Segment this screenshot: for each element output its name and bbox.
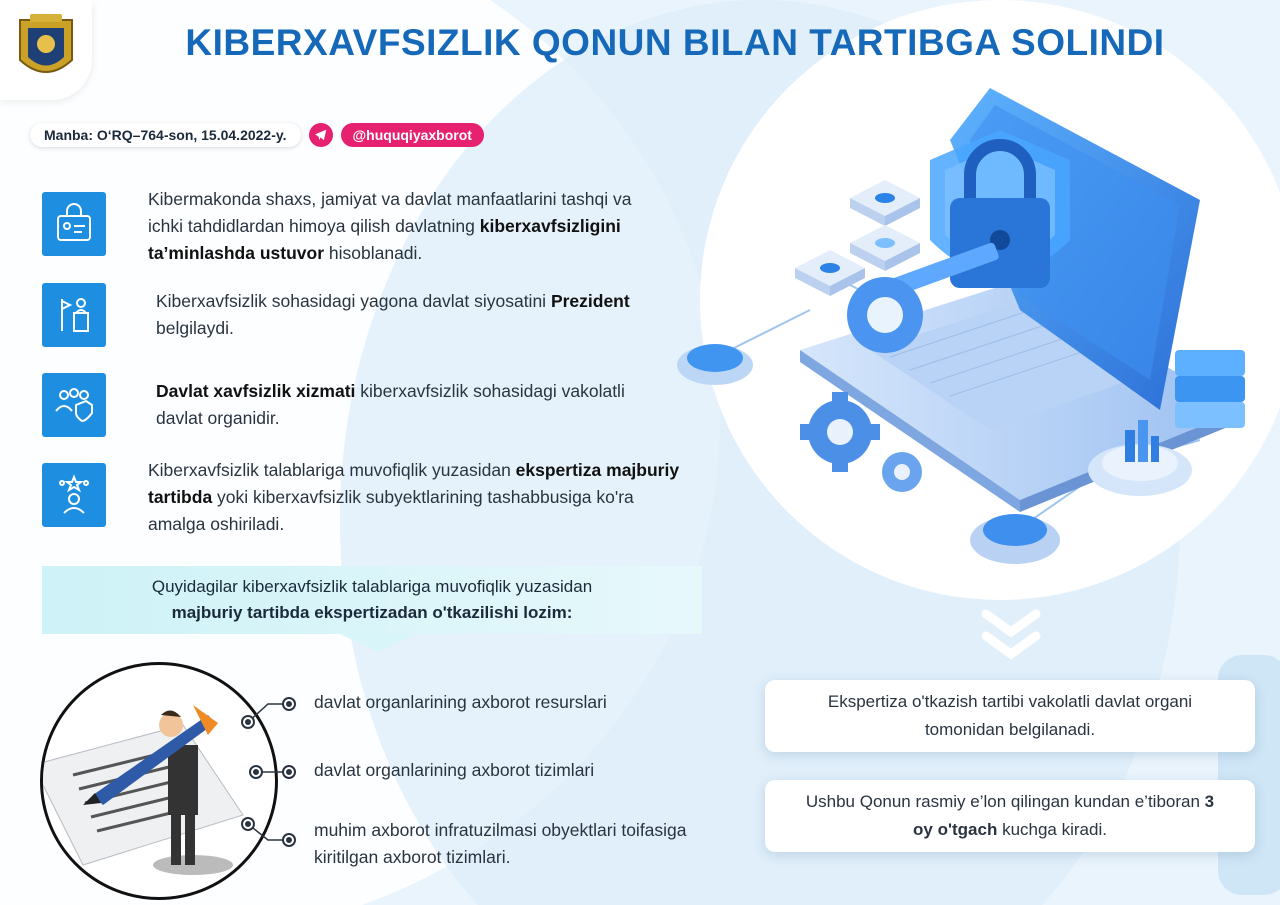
bullet-item-3: muhim axborot infratuzilmasi obyektlari toifasiga kiritilgan axborot tizimlari.	[314, 820, 687, 867]
telegram-icon[interactable]	[309, 123, 333, 147]
source-label: Manba: O‘RQ–764-son, 15.04.2022-y.	[30, 123, 301, 147]
bullet-dot	[282, 833, 296, 847]
laptop-shield-illustration	[670, 80, 1270, 580]
bullet-dot	[282, 765, 296, 779]
shield-emblem-icon	[0, 0, 92, 100]
bullet-item-2: davlat organlarining axborot tizimlari	[314, 760, 595, 780]
expert-stars-icon	[42, 463, 106, 527]
banner-line-2: majburiy tartibda ekspertizadan o'tkazilishi lozim:	[171, 603, 573, 622]
chevron-down-icon	[980, 608, 1042, 662]
emblem-logo	[0, 0, 92, 100]
card-text: Ushbu Qonun rasmiy e’lon qilingan kundan e’tiboran 3 oy o'tgach kuchga kiradi.	[805, 792, 1215, 839]
telegram-handle[interactable]: @huquqiyaxborot	[341, 123, 484, 147]
podium-flag-icon	[42, 283, 106, 347]
card-text: Ekspertiza o'tkazish tartibi vakolatli davlat organi tomonidan belgilanadi.	[827, 692, 1193, 739]
bullet-dot	[241, 715, 255, 729]
info-item-4: Kiberxavfsizlik talablariga muvofiqlik yuzasidan ekspertiza majburiy tartibda yoki kiberxavfsizlik subyektlarining tashabbusiga ko'ra amalga oshiriladi.	[148, 460, 680, 534]
people-shield-icon	[42, 373, 106, 437]
info-card-procedure	[765, 680, 1255, 752]
banner-line-1: Quyidagilar kiberxavfsizlik talablariga muvofiqlik yuzasidan	[151, 577, 593, 596]
source-line	[30, 122, 484, 148]
info-item-3: Davlat xavfsizlik xizmati kiberxavfsizlik sohasidagi vakolatli davlat organidir.	[156, 381, 625, 428]
requirements-banner	[42, 566, 702, 634]
info-card-effective-date	[765, 780, 1255, 852]
bullet-dot	[241, 817, 255, 831]
banner-pointer	[340, 634, 416, 652]
bullet-item-1: davlat organlarining axborot resurslari	[314, 692, 607, 712]
lock-id-icon	[42, 192, 106, 256]
bullet-dot	[249, 765, 263, 779]
bullet-dot	[282, 697, 296, 711]
page-title: KIBERXAVFSIZLIK QONUN BILAN TARTIBGA SOLINDI	[185, 22, 1165, 63]
info-item-1: Kibermakonda shaxs, jamiyat va davlat manfaatlarini tashqi va ichki tahdidlardan himoya qilish davlatning kiberxavfsizligini ta’minlashda ustuvor hisoblanadi.	[148, 189, 632, 263]
info-item-2: Kiberxavfsizlik sohasidagi yagona davlat siyosatini Prezident belgilaydi.	[156, 291, 630, 338]
